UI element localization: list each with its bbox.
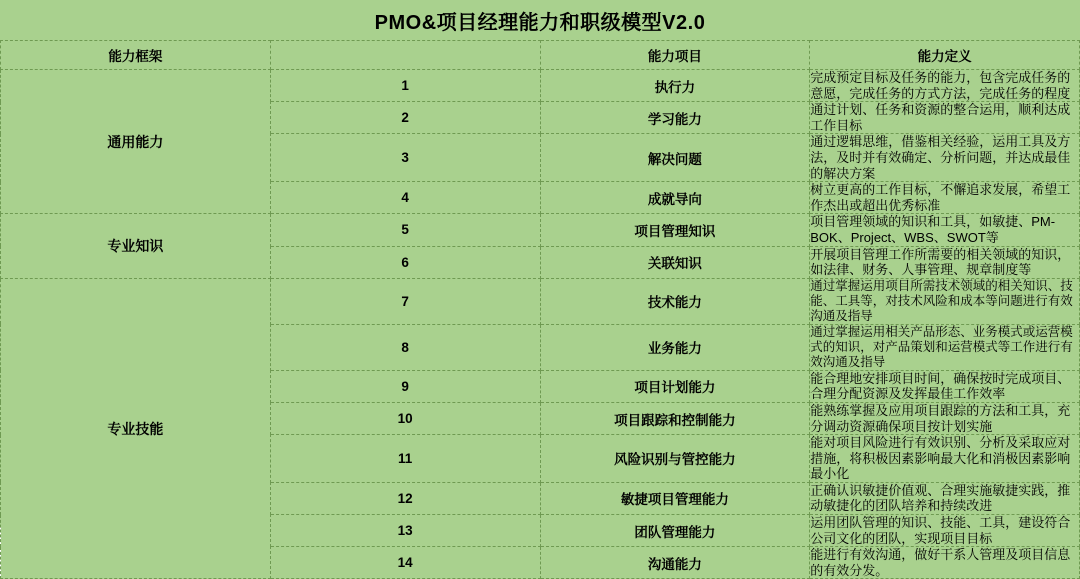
row-item: 学习能力 [540,102,810,134]
framework-cell: 通用能力 [1,70,271,214]
row-number: 5 [270,214,540,246]
row-number: 8 [270,324,540,370]
table-row [1,70,1080,102]
row-item: 关联知识 [540,246,810,278]
row-number: 2 [270,102,540,134]
row-item: 业务能力 [540,324,810,370]
table-row [1,278,1080,324]
framework-cell: 专业知识 [1,214,271,278]
row-number: 14 [270,547,540,579]
row-definition: 通过掌握运用项目所需技术领域的相关知识、技能、工具等，对技术风险和成本等问题进行有效沟通及指导 [810,278,1080,324]
header-definition: 能力定义 [810,41,1080,70]
row-definition: 运用团队管理的知识、技能、工具，建设符合公司文化的团队，实现项目目标 [810,515,1080,547]
row-definition: 通过计划、任务和资源的整合运用，顺利达成工作目标 [810,102,1080,134]
row-item: 风险识别与管控能力 [540,435,810,483]
row-number: 6 [270,246,540,278]
row-definition: 树立更高的工作目标，不懈追求发展，希望工作杰出或超出优秀标准 [810,182,1080,214]
row-number: 13 [270,515,540,547]
row-item: 项目管理知识 [540,214,810,246]
header-number [270,41,540,70]
framework-cell: 专业技能 [1,278,271,579]
page-title: PMO&项目经理能力和职级模型V2.0 [1,0,1080,41]
header-item: 能力项目 [540,41,810,70]
row-definition: 能合理地安排项目时间，确保按时完成项目、合理分配资源及发挥最佳工作效率 [810,370,1080,402]
row-number: 10 [270,402,540,434]
title-row [1,0,1080,41]
row-definition: 能熟练掌握及应用项目跟踪的方法和工具，充分调动资源确保项目按计划实施 [810,402,1080,434]
header-framework: 能力框架 [1,41,271,70]
row-item: 团队管理能力 [540,515,810,547]
row-item: 解决问题 [540,134,810,182]
row-number: 7 [270,278,540,324]
row-definition: 通过掌握运用相关产品形态、业务模式或运营模式的知识，对产品策划和运营模式等工作进行有效沟通及指导 [810,324,1080,370]
row-definition: 开展项目管理工作所需要的相关领域的知识，如法律、财务、人事管理、规章制度等 [810,246,1080,278]
row-item: 项目跟踪和控制能力 [540,402,810,434]
row-number: 12 [270,482,540,514]
table-row [1,214,1080,246]
row-item: 执行力 [540,70,810,102]
row-definition: 完成预定目标及任务的能力，包含完成任务的意愿，完成任务的方式方法，完成任务的程度 [810,70,1080,102]
table-header-row [1,41,1080,70]
row-definition: 能对项目风险进行有效识别、分析及采取应对措施，将积极因素影响最大化和消极因素影响最小化 [810,435,1080,483]
row-definition: 项目管理领域的知识和工具，如敏捷、PM-BOK、Project、WBS、SWOT等 [810,214,1080,246]
row-number: 9 [270,370,540,402]
row-item: 项目计划能力 [540,370,810,402]
row-definition: 通过逻辑思维，借鉴相关经验，运用工具及方法，及时并有效确定、分析问题，并达成最佳的解决方案 [810,134,1080,182]
row-definition: 能进行有效沟通，做好干系人管理及项目信息的有效分发。 [810,547,1080,579]
row-number: 1 [270,70,540,102]
row-number: 11 [270,435,540,483]
row-item: 沟通能力 [540,547,810,579]
row-item: 技术能力 [540,278,810,324]
row-item: 敏捷项目管理能力 [540,482,810,514]
row-number: 3 [270,134,540,182]
row-definition: 正确认识敏捷价值观、合理实施敏捷实践，推动敏捷化的团队培养和持续改进 [810,482,1080,514]
row-number: 4 [270,182,540,214]
row-item: 成就导向 [540,182,810,214]
